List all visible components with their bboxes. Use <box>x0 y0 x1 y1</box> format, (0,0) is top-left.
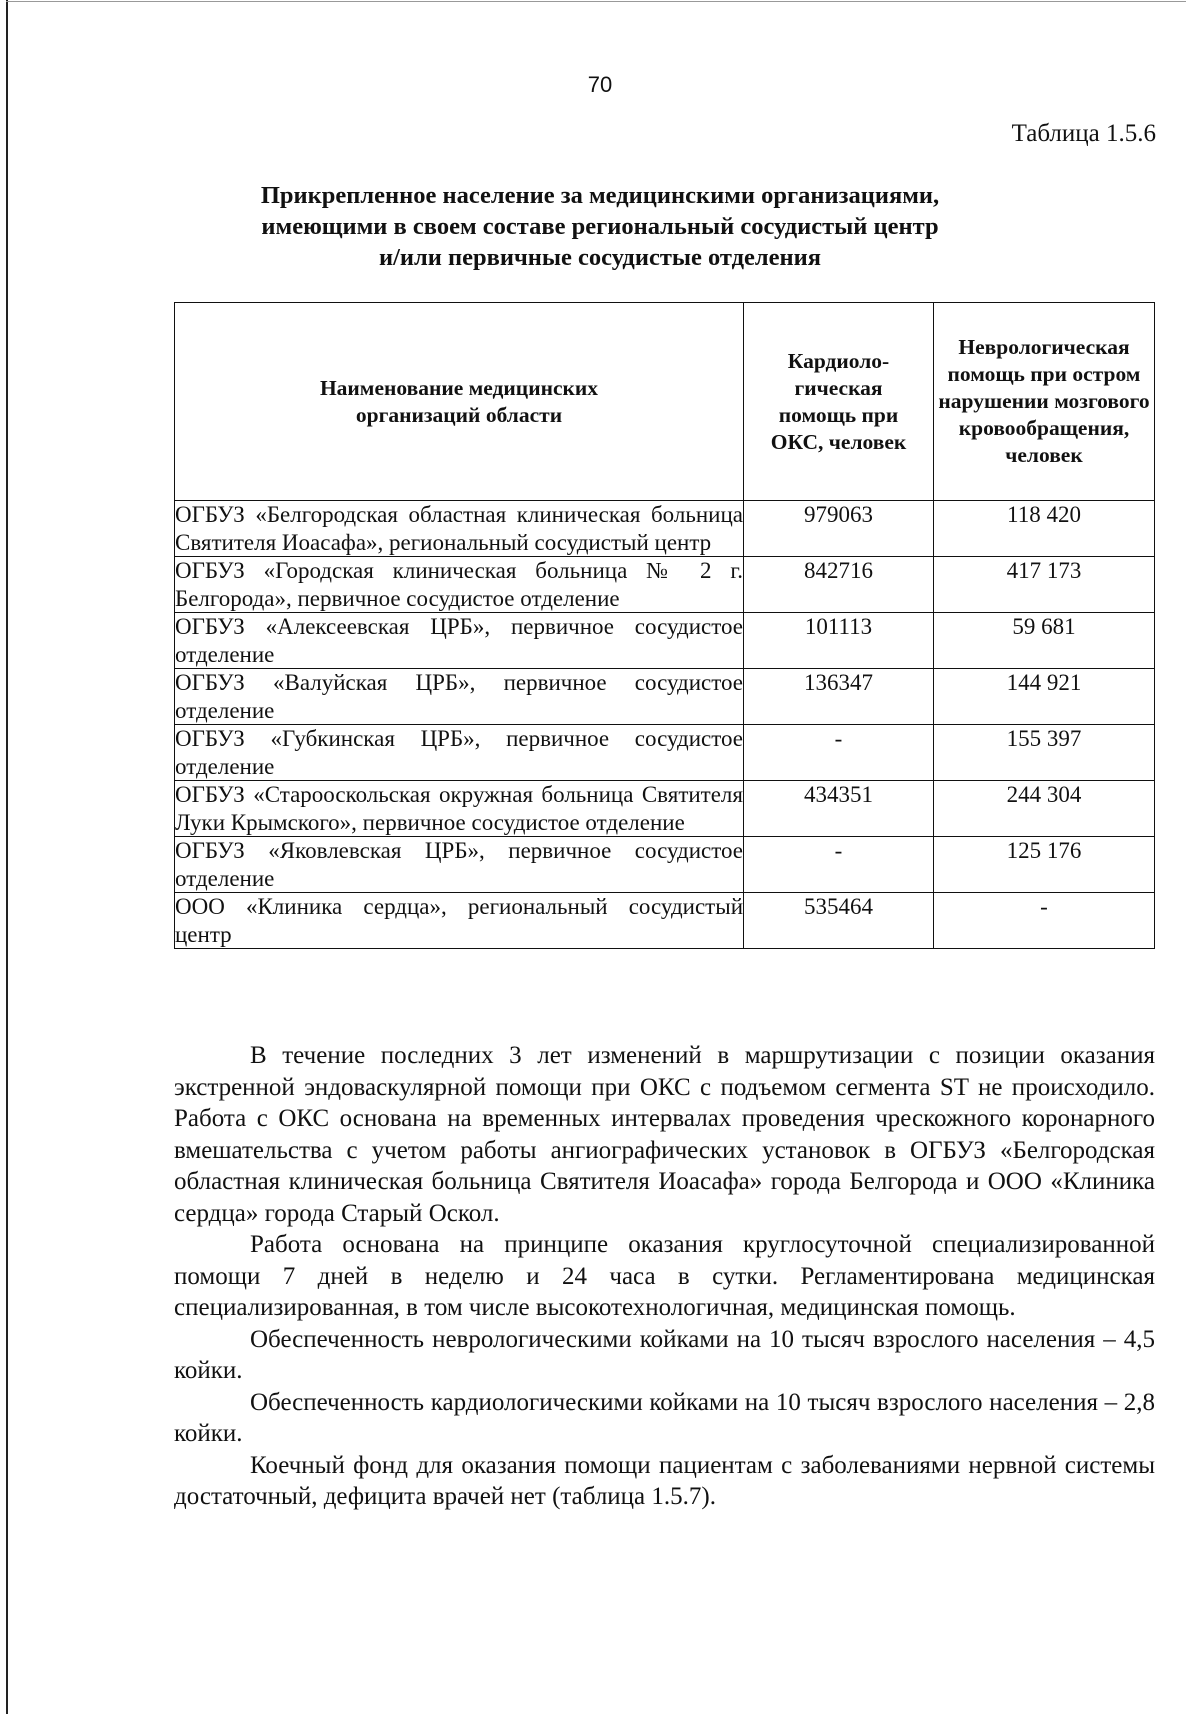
neuro-cell: 155 397 <box>934 725 1155 781</box>
cardio-cell: - <box>744 837 934 893</box>
table-row <box>175 837 1155 893</box>
org-name-cell: ОГБУЗ «Губкинская ЦРБ», первичное сосудистое отделение <box>175 726 743 779</box>
table-row <box>175 893 1155 949</box>
table-row <box>175 725 1155 781</box>
paragraph: Обеспеченность неврологическими койками на 10 тысяч взрослого населения – 4,5 койки. <box>174 1325 1155 1384</box>
table-row <box>175 669 1155 725</box>
paragraph: Обеспеченность кардиологическими койками на 10 тысяч взрослого населения – 2,8 койки. <box>174 1388 1155 1447</box>
page-number: 70 <box>587 72 613 97</box>
header-organization-name: Наименование медицинских организаций области <box>175 303 744 501</box>
paragraph: Коечный фонд для оказания помощи пациентам с заболеваниями нервной системы достаточный, дефицита врачей нет (таблица 1.5.7). <box>174 1451 1155 1510</box>
neuro-cell: 125 176 <box>934 837 1155 893</box>
org-name-cell: ОГБУЗ «Белгородская областная клиническая больница Святителя Иоасафа», региональный сосудистый центр <box>175 502 743 555</box>
scan-top-edge <box>6 1 1186 2</box>
table-title-line: имеющими в своем составе региональный сосудистый центр <box>261 213 939 240</box>
table-title-line: Прикрепленное население за медицинскими организациями, <box>260 182 940 209</box>
org-name-cell: ОГБУЗ «Алексеевская ЦРБ», первичное сосудистое отделение <box>175 614 743 667</box>
org-name-cell: ОГБУЗ «Городская клиническая больница № 2 г. Белгорода», первичное сосудистое отделение <box>175 558 743 611</box>
org-name-cell: ОГБУЗ «Валуйская ЦРБ», первичное сосудистое отделение <box>175 670 743 723</box>
org-name-cell: ООО «Клиника сердца», региональный сосудистый центр <box>175 894 743 947</box>
table-title <box>150 180 1050 273</box>
cardio-cell: 101113 <box>744 613 934 669</box>
table-row <box>175 501 1155 557</box>
paragraph: В течение последних 3 лет изменений в маршрутизации с позиции оказания экстренной эндоваскулярной помощи при ОКС с подъемом сегмента ST не происходило. Работа с ОКС основана на временных интервалах проведения чрескожного коронарного вмешательства с учетом работы ангиографических установок в ОГБУЗ «Белгородская областная клиническая больница Святителя Иоасафа» города Белгорода и ООО «Клиника сердца» города Старый Оскол. <box>174 1042 1155 1227</box>
cardio-cell: 535464 <box>744 893 934 949</box>
table-row <box>175 557 1155 613</box>
neuro-cell: - <box>934 893 1155 949</box>
table-label: Таблица 1.5.6 <box>1011 120 1156 147</box>
cardio-cell: 979063 <box>744 501 934 557</box>
neuro-cell: 244 304 <box>934 781 1155 837</box>
table-title-line: и/или первичные сосудистые отделения <box>379 244 821 271</box>
header-cardio: Кардиоло-гическая помощь при ОКС, человек <box>744 303 934 501</box>
scan-left-edge <box>6 0 8 1714</box>
neuro-cell: 144 921 <box>934 669 1155 725</box>
header-neuro: Неврологическая помощь при остром нарушении мозгового кровообращения, человек <box>934 303 1155 501</box>
neuro-cell: 59 681 <box>934 613 1155 669</box>
cardio-cell: 434351 <box>744 781 934 837</box>
cardio-cell: 136347 <box>744 669 934 725</box>
neuro-cell: 118 420 <box>934 501 1155 557</box>
neuro-cell: 417 173 <box>934 557 1155 613</box>
table-row <box>175 613 1155 669</box>
cardio-cell: 842716 <box>744 557 934 613</box>
body-text <box>174 1040 1155 1513</box>
population-table <box>174 302 1155 949</box>
table-row <box>175 781 1155 837</box>
paragraph: Работа основана на принципе оказания круглосуточной специализированной помощи 7 дней в неделю и 24 часа в сутки. Регламентирована медицинская специализированная, в том числе высокотехнологичная, медицинская помощь. <box>174 1231 1155 1321</box>
org-name-cell: ОГБУЗ «Старооскольская окружная больница Святителя Луки Крымского», первичное сосудистое отделение <box>175 782 743 835</box>
org-name-cell: ОГБУЗ «Яковлевская ЦРБ», первичное сосудистое отделение <box>175 838 743 891</box>
table-header-row <box>175 303 1155 501</box>
cardio-cell: - <box>744 725 934 781</box>
